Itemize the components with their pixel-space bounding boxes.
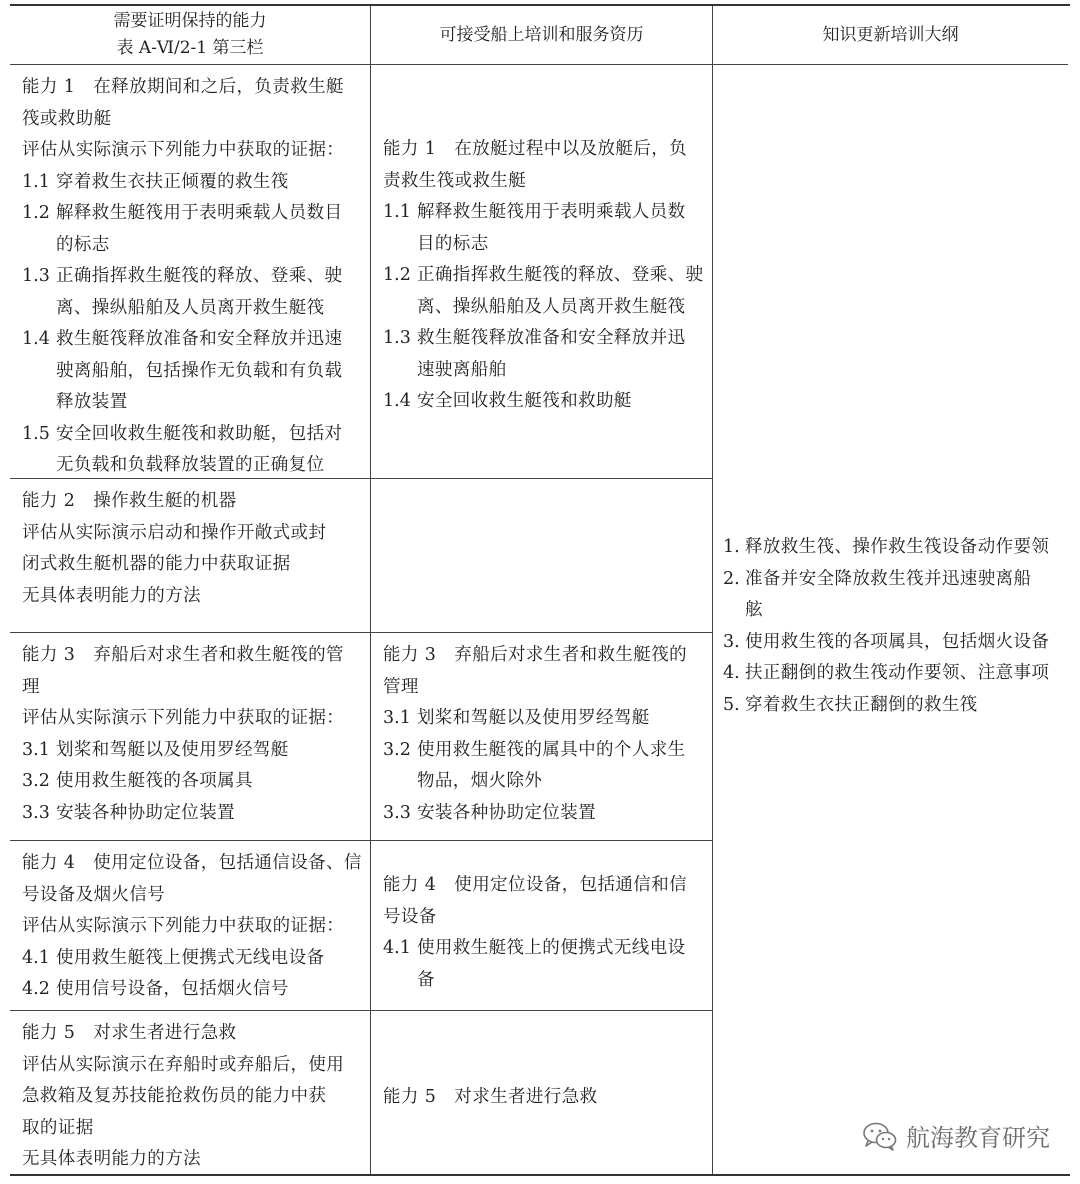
item-text: 正确指挥救生艇筏的释放、登乘、驶 (56, 266, 343, 286)
outline-number: 4. (723, 663, 740, 683)
assessment-text: 评估从实际演示下列能力中获取的证据： (22, 140, 345, 160)
assessment-text: 评估从实际演示启动和操作开敞式或封 (22, 522, 327, 543)
header-col3 (713, 6, 1068, 64)
header-col1 (10, 6, 370, 64)
row1-col2 (371, 128, 712, 478)
row3-col1 (10, 634, 370, 840)
item-number: 3.3 (22, 802, 50, 823)
item-text: 安全回收救生艇筏和救助艇 (417, 391, 632, 411)
list-item (22, 798, 362, 830)
item-text: 安全回收救生艇筏和救助艇，包括对 (56, 423, 343, 444)
item-text: 驶离船舶，包括操作无负载和有负载 (56, 360, 343, 381)
competence-title: 使用定位设备，包括通信和信 (454, 875, 687, 895)
item-number: 1.1 (22, 171, 50, 192)
list-item (22, 167, 362, 199)
outline-text: 使用救生筏的各项属具，包括烟火设备 (745, 631, 1050, 652)
assessment-text: 无具体表明能力的方法 (22, 1149, 201, 1169)
item-text: 使用救生艇筏上的便携式无线电设 (417, 938, 686, 958)
item-number: 1.3 (383, 328, 411, 348)
row-divider-4 (10, 1010, 712, 1011)
item-text: 救生艇筏释放准备和安全释放并迅 (417, 328, 686, 348)
outline-item (723, 627, 1060, 659)
competence-title: 对求生者进行急救 (93, 1023, 237, 1043)
row5-col1 (10, 1012, 370, 1174)
header-divider (10, 64, 1068, 65)
item-text: 使用救生艇筏的各项属具 (56, 771, 253, 791)
watermark-text: 航海教育研究 (906, 1124, 1050, 1152)
competence-title: 在释放期间和之后，负责救生艇 (93, 77, 344, 97)
item-text: 解释救生艇筏用于表明乘载人员数目 (56, 203, 343, 223)
competence-title: 使用定位设备，包括通信设备、信 (93, 853, 362, 873)
item-number: 3.1 (22, 739, 50, 760)
competence-number: 能力 2 (22, 491, 76, 511)
assessment-text: 评估从实际演示下列能力中获取的证据： (22, 916, 345, 936)
item-text: 使用救生艇筏上便携式无线电设备 (56, 947, 325, 968)
header-col2 (371, 6, 712, 64)
list-item (383, 933, 704, 996)
competence-number: 能力 5 (383, 1087, 437, 1107)
competence-title: 筏或救助艇 (22, 108, 112, 129)
item-text: 备 (417, 969, 435, 990)
list-item (22, 943, 362, 975)
outline-item (723, 532, 1060, 564)
competence-number: 能力 4 (383, 875, 437, 895)
competence-title: 对求生者进行急救 (454, 1087, 598, 1107)
item-text: 穿着救生衣扶正倾覆的救生筏 (56, 171, 289, 192)
item-number: 1.2 (22, 203, 50, 223)
row-divider-2 (10, 632, 712, 633)
outline-text: 舷 (745, 600, 763, 620)
item-text: 使用信号设备，包括烟火信号 (56, 979, 289, 999)
competence-title: 在放艇过程中以及放艇后，负 (454, 139, 687, 159)
competence-title: 号设备及烟火信号 (22, 884, 166, 905)
item-text: 解释救生艇筏用于表明乘载人员数 (417, 202, 686, 222)
item-text: 安装各种协助定位装置 (56, 802, 235, 823)
list-item (22, 419, 362, 482)
competence-title: 弃船后对求生者和救生艇筏的管 (93, 645, 344, 665)
item-text: 离、操纵船舶及人员离开救生艇筏 (417, 296, 686, 317)
outline-text: 释放救生筏、操作救生筏设备动作要领 (745, 537, 1050, 557)
item-text: 划桨和驾艇以及使用罗经驾艇 (56, 739, 289, 760)
item-text: 速驶离船舶 (417, 359, 507, 380)
training-outline (713, 526, 1068, 746)
item-number: 3.1 (383, 708, 411, 728)
item-number: 3.2 (383, 739, 411, 760)
item-text: 正确指挥救生艇筏的释放、登乘、驶 (417, 265, 704, 285)
list-item (22, 974, 362, 1006)
outline-item (723, 690, 1060, 722)
list-item (383, 197, 704, 260)
item-text: 离、操纵船舶及人员离开救生艇筏 (56, 297, 325, 318)
item-number: 1.2 (383, 265, 411, 285)
list-item (22, 198, 362, 261)
competence-title: 管理 (383, 676, 419, 697)
header-col1-line1: 需要证明保持的能力 (113, 11, 267, 31)
competence-title: 弃船后对求生者和救生艇筏的 (454, 645, 687, 665)
item-text: 使用救生艇筏的属具中的个人求生 (417, 739, 686, 760)
item-text: 的标志 (56, 234, 110, 255)
header-col2-text: 可接受船上培训和服务资历 (439, 24, 644, 45)
list-item (22, 324, 362, 419)
header-col3-text: 知识更新培训大纲 (822, 24, 959, 45)
requirements-table (10, 4, 1070, 1176)
competence-number: 能力 1 (22, 77, 76, 97)
item-number: 1.4 (383, 391, 411, 411)
assessment-text: 急救箱及复苏技能抢救伤员的能力中获 (22, 1086, 327, 1106)
row5-col2 (371, 1076, 712, 1174)
item-number: 4.1 (383, 938, 411, 958)
outline-item (723, 564, 1060, 627)
competence-number: 能力 3 (383, 645, 437, 665)
outline-item (723, 658, 1060, 690)
watermark (862, 1118, 1050, 1153)
row3-col2 (371, 634, 712, 840)
outline-number: 5. (723, 694, 740, 715)
row2-col1 (10, 480, 370, 632)
assessment-text: 闭式救生艇机器的能力中获取证据 (22, 554, 291, 574)
item-text: 救生艇筏释放准备和安全释放并迅速 (56, 329, 343, 349)
item-number: 3.2 (22, 771, 50, 791)
item-text: 释放装置 (56, 392, 128, 412)
competence-number: 能力 3 (22, 645, 76, 665)
item-text: 目的标志 (417, 233, 489, 254)
item-number: 1.5 (22, 423, 50, 444)
header-col1-line2: 表 A-Ⅵ/2-1 第三栏 (116, 38, 264, 58)
competence-title: 责救生筏或救生艇 (383, 170, 527, 191)
list-item (22, 261, 362, 324)
item-number: 1.1 (383, 202, 411, 222)
list-item (22, 766, 362, 798)
competence-title: 理 (22, 676, 40, 697)
list-item (383, 735, 704, 798)
list-item (383, 260, 704, 323)
assessment-text: 无具体表明能力的方法 (22, 585, 201, 606)
assessment-text: 评估从实际演示下列能力中获取的证据： (22, 708, 345, 728)
assessment-text: 评估从实际演示在弃船时或弃船后，使用 (22, 1054, 345, 1075)
item-text: 划桨和驾艇以及使用罗经驾艇 (417, 708, 650, 728)
outline-number: 2. (723, 568, 740, 589)
outline-text: 准备并安全降放救生筏并迅速驶离船 (745, 568, 1032, 589)
competence-number: 能力 4 (22, 853, 76, 873)
list-item (383, 386, 704, 418)
row1-col1 (10, 66, 370, 478)
competence-title: 号设备 (383, 906, 437, 927)
item-number: 1.4 (22, 329, 50, 349)
item-number: 3.3 (383, 802, 411, 823)
list-item (383, 798, 704, 830)
item-text: 无负载和负载释放装置的正确复位 (56, 455, 325, 475)
list-item (383, 323, 704, 386)
item-text: 安装各种协助定位装置 (417, 802, 596, 823)
item-text: 物品，烟火除外 (417, 771, 543, 791)
outline-number: 1. (723, 537, 740, 557)
row4-col2 (371, 864, 712, 1010)
list-item (383, 703, 704, 735)
competence-number: 能力 1 (383, 139, 437, 159)
outline-text: 扶正翻倒的救生筏动作要领、注意事项 (745, 663, 1050, 683)
competence-title: 操作救生艇的机器 (93, 491, 237, 511)
outline-text: 穿着救生衣扶正翻倒的救生筏 (745, 694, 978, 715)
row4-col1 (10, 842, 370, 1010)
outline-number: 3. (723, 631, 740, 652)
competence-number: 能力 5 (22, 1023, 76, 1043)
item-number: 1.3 (22, 266, 50, 286)
list-item (22, 735, 362, 767)
wechat-icon (862, 1121, 898, 1151)
item-number: 4.2 (22, 979, 50, 999)
assessment-text: 取的证据 (22, 1117, 94, 1138)
row-divider-3 (10, 840, 712, 841)
item-number: 4.1 (22, 947, 50, 968)
